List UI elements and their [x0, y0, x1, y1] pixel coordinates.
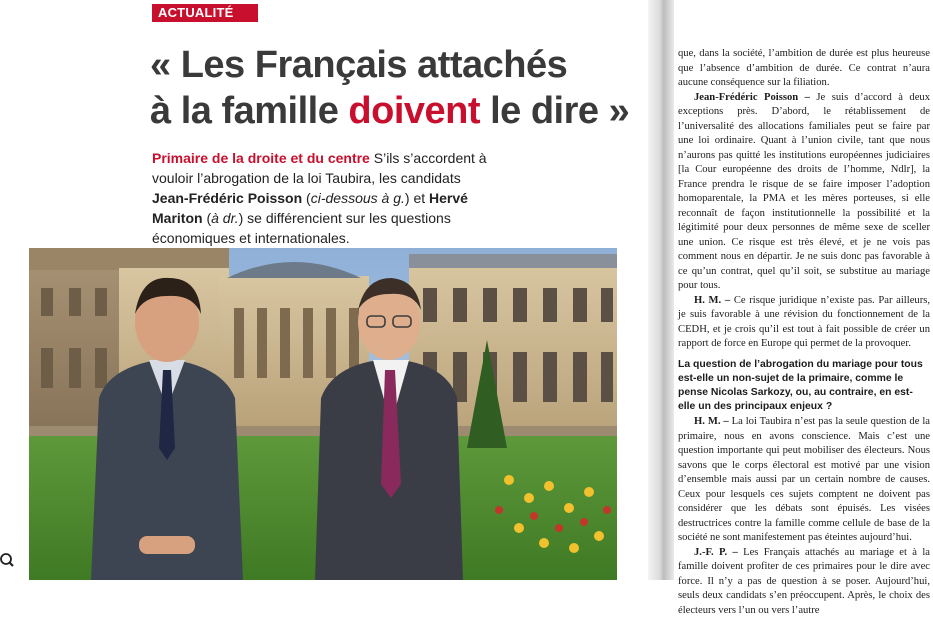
article-paragraph	[678, 91, 930, 294]
headline-line-2-start: à la famille	[150, 90, 349, 132]
section-tag: ACTUALITÉ	[152, 4, 258, 22]
headline	[150, 42, 640, 134]
page-gutter	[648, 0, 674, 580]
candidates-photo-illustration	[29, 248, 617, 580]
speaker-label: H. M. –	[694, 294, 731, 306]
photo-position-2: à dr.	[211, 210, 239, 226]
magnifier-icon[interactable]	[0, 551, 14, 571]
article-column	[678, 47, 930, 618]
interview-question: La question de l’abrogation du mariage pour tous est-elle un non-sujet de la primaire, comme le pense Nicolas Sarkozy, ou, au contraire, en est-elle un des principaux enjeux ?	[678, 358, 923, 413]
right-page	[674, 0, 933, 616]
speaker-label: J.-F. P. –	[694, 546, 738, 558]
lead-kicker: Primaire de la droite et du centre	[152, 150, 370, 166]
article-paragraph	[678, 294, 930, 352]
answer-text: La loi Taubira n’est pas la seule question de la primaire, nous en avons conscience. Mais c’est une question importante qui peut mobiliser des électeurs. Nous savons que le corps électoral est motivé par une vision d’ensemble mais aussi par un certain nombre de causes. Ceux pour lesquels ces sujets comptent ne doivent pas considérer que les débats sont épuisés. Les visées destructrices contre la famille comme cellule de base de la société ne sont manifestement pas éteintes aujourd’hui.	[678, 416, 930, 544]
article-paragraph	[678, 546, 930, 618]
photo-position-1: ci-dessous à g.	[310, 190, 405, 206]
headline-line-2-end: le dire »	[480, 90, 630, 132]
candidates-photo	[29, 248, 617, 580]
lead-text: (	[202, 210, 212, 226]
headline-line-2	[150, 88, 640, 134]
article-paragraph	[678, 415, 930, 546]
lead-paragraph	[152, 148, 492, 248]
speaker-label: H. M. –	[694, 416, 729, 428]
speaker-label: Jean-Frédéric Poisson –	[694, 91, 810, 103]
article-paragraph: que, dans la société, l’ambition de durée est plus heureuse que l’absence d’ambition de durée. Ce contrat n’aura aucune conséquence sur la filiation.	[678, 48, 930, 88]
lead-text: S’ils s’accordent à vouloir l’abrogation de la loi Taubira, les candidats	[152, 150, 487, 186]
answer-text: Je suis d’accord à deux exceptions près. D’abord, le rétablissement de l’universalité des allocations familiales peut se faire par une loi ordinaire. Quant à l’union civile, tant que nous n’aurons pas quitté les institutions européennes judiciaires [la Cour européenne des droits de l’homme, Ndlr], la France prendra le risque de se faire imposer l’adoption homoparentale, la PMA et les mères porteuses, si elle reconnaît de façon institutionnelle la possibilité et la légitimité pour deux personnes de même sexe de sceller une union. Ce risque est très élevé, et je ne vois pas comment nous en départir. Je ne suis donc pas favorable à ce qu’un contrat, quel qu’il soit, se substitue au mariage pour tous.	[678, 91, 930, 291]
lead-text: ) et	[404, 190, 430, 206]
lead-text: ) se différencient sur les questions économiques et internationales.	[152, 210, 451, 246]
candidate-name-2: Hervé Mariton	[152, 190, 468, 226]
candidate-name-1: Jean-Frédéric Poisson	[152, 190, 303, 206]
headline-accent-word: doivent	[348, 90, 481, 132]
headline-line-1: « Les Français attachés	[150, 44, 568, 86]
answer-text: Ce risque juridique n’existe pas. Par ailleurs, je suis favorable à une révision du fonctionnement de la CEDH, et je crois qu’il est tout à fait possible de créer un rapport de force en Europe qui permet de la provoquer.	[678, 294, 930, 349]
lead-text: (	[302, 190, 311, 206]
answer-text: Les Français attachés au mariage et à la famille doivent profiter de ces primaires pour le dire avec force. Il n’y a pas de question à se poser. Aujourd’hui, seuls deux candidats s’en préoccupent. Après, le choix des électeurs vers l’un ou vers l’autre	[678, 546, 930, 616]
